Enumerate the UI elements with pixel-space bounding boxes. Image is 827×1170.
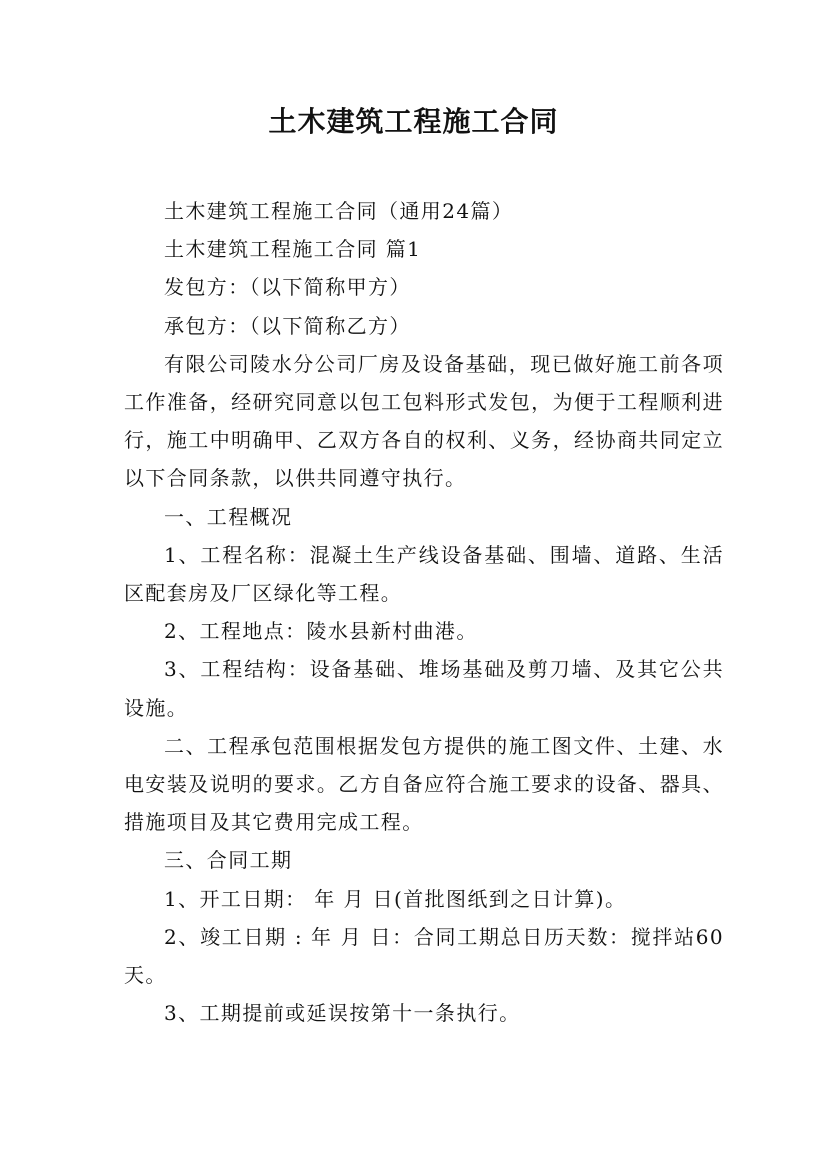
- paragraph-delay-clause: 3、工期提前或延误按第十一条执行。: [164, 1001, 521, 1026]
- paragraph-project-structure: 3、工程结构：设备基础、堆场基础及剪刀墙、及其它公共设施。: [124, 657, 724, 720]
- paragraph-heading-overview: 一、工程概况: [164, 504, 293, 529]
- paragraph-party-b: 承包方：（以下简称乙方）: [164, 313, 411, 338]
- paragraph-project-location: 2、工程地点：陵水县新村曲港。: [164, 619, 478, 644]
- paragraph-completion-date: 2、竣工日期 : 年 月 日：合同工期总日历天数：搅拌站60天。: [124, 924, 724, 988]
- paragraph-intro: 有限公司陵水分公司厂房及设备基础，现已做好施工前各项工作准备，经研究同意以包工包料形式发包，为便于工程顺利进行，施工中明确甲、乙双方各自的权利、义务，经协商共同定立以下合同条款，以供共同遵守执行。: [124, 351, 724, 491]
- paragraph-project-name: 1、工程名称：混凝土生产线设备基础、围墙、道路、生活区配套房及厂区绿化等工程。: [124, 542, 724, 606]
- paragraph-heading-schedule: 三、合同工期: [164, 848, 293, 873]
- paragraph-scope: 二、工程承包范围根据发包方提供的施工图文件、土建、水电安装及说明的要求。乙方自备应符合施工要求的设备、器具、措施项目及其它费用完成工程。: [124, 733, 724, 835]
- document-title: 土木建筑工程施工合同: [268, 105, 559, 138]
- document-body: [124, 192, 724, 1032]
- paragraph-subtitle: 土木建筑工程施工合同（通用24篇）: [164, 199, 514, 223]
- paragraph-start-date: 1、开工日期： 年 月 日(首批图纸到之日计算)。: [164, 886, 627, 911]
- paragraph-section-heading: 土木建筑工程施工合同 篇1: [164, 237, 422, 262]
- paragraph-party-a: 发包方：（以下简称甲方）: [164, 275, 411, 300]
